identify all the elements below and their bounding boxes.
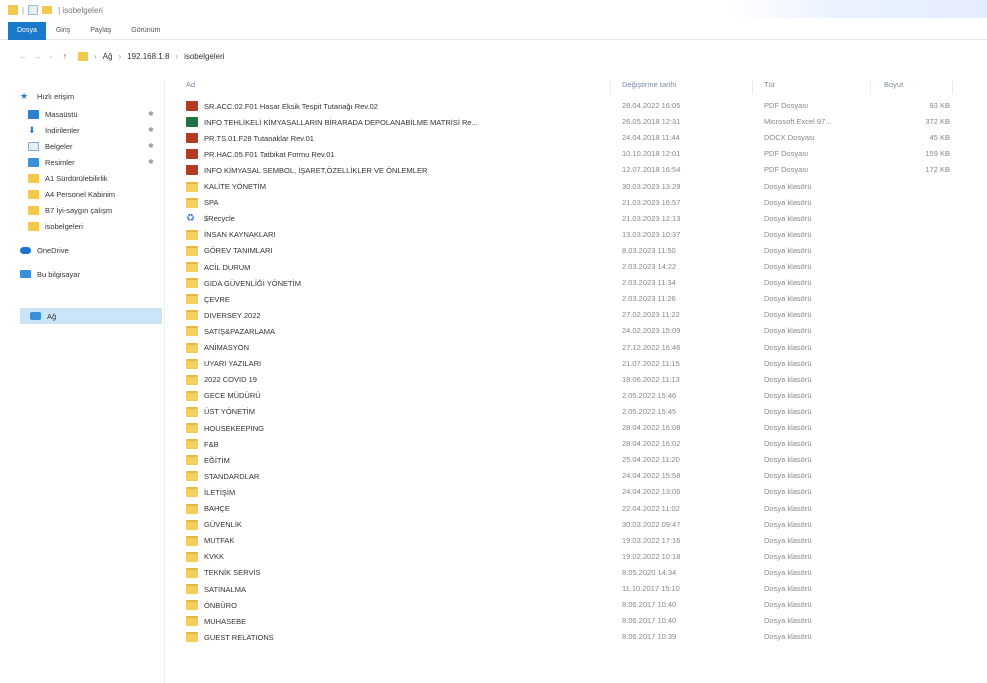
file-date: 24.02.2023 15:09 (622, 326, 681, 336)
file-name: SATIŞ&PAZARLAMA (204, 326, 275, 336)
file-date: 28.04.2022 16:08 (622, 423, 681, 432)
folder-icon (78, 52, 88, 61)
file-type: Dosya klasörü (764, 390, 812, 400)
file-date: 18.06.2022 11:13 (622, 374, 680, 384)
table-row[interactable] (182, 388, 952, 404)
folder-icon (186, 230, 198, 240)
file-type: Dosya klasörü (764, 600, 812, 610)
file-name: GUEST RELATIONS (204, 632, 274, 642)
sidebar-item-downloads[interactable] (28, 122, 154, 138)
file-name: SATINALMA (204, 584, 246, 594)
pdf-file-icon (186, 101, 198, 111)
table-row[interactable] (182, 259, 952, 275)
window-title: | isobelgeleri (58, 5, 103, 15)
tab-share[interactable]: Paylaş (90, 26, 112, 34)
table-row[interactable] (182, 195, 952, 211)
file-name: F&B (204, 439, 219, 449)
file-type: Dosya klasörü (764, 439, 812, 449)
folder-icon (186, 552, 198, 562)
file-date: 2.03.2023 14:22 (622, 262, 677, 271)
table-row[interactable] (182, 420, 952, 436)
computer-icon (20, 270, 31, 278)
folder-icon (186, 407, 198, 417)
file-type: Dosya klasörü (764, 358, 812, 368)
table-row[interactable] (182, 613, 952, 629)
file-type: Dosya klasörü (764, 229, 812, 239)
file-type: Dosya klasörü (764, 551, 812, 561)
file-name: KVKK (204, 552, 225, 562)
file-name-cell (186, 340, 606, 356)
table-row[interactable] (182, 468, 952, 484)
file-name-cell (186, 211, 606, 227)
file-name: ÜST YÖNETİM (204, 407, 255, 417)
file-name: TEKNİK SERVİS (204, 568, 261, 578)
download-icon: ⬇ (28, 124, 36, 135)
folder-icon (186, 182, 198, 192)
table-row[interactable] (182, 581, 952, 597)
file-name: ÇEVRE (204, 294, 230, 304)
file-name: BAHÇE (204, 504, 230, 513)
pdf-file-icon (186, 165, 198, 175)
table-row[interactable] (182, 275, 952, 291)
desktop-icon (28, 110, 39, 119)
folder-icon (186, 391, 198, 401)
file-type: Dosya klasörü (764, 423, 812, 432)
file-name-cell (186, 436, 606, 452)
chevron-right-icon[interactable]: › (94, 51, 97, 61)
breadcrumb-network[interactable]: Ağ (102, 51, 113, 61)
file-type: Dosya klasörü (764, 535, 812, 545)
file-name-cell (186, 130, 606, 146)
file-date: 27.02.2023 11:22 (622, 310, 680, 320)
file-name-cell (186, 372, 606, 388)
file-name: MUHASEBE (204, 616, 247, 626)
column-header-date[interactable]: Değiştirme tarihi (622, 80, 677, 89)
file-size: 172 KB (925, 165, 950, 175)
breadcrumb[interactable] (78, 52, 225, 61)
pin-icon[interactable]: ✱ (148, 159, 154, 166)
table-row[interactable] (182, 146, 952, 162)
title-separator: | (22, 5, 25, 15)
file-date: 21.07.2022 11:15 (622, 358, 680, 368)
sidebar-item-label: İndirilenler (45, 125, 80, 135)
folder-icon (186, 359, 198, 369)
file-name: ÖNBÜRO (204, 600, 237, 610)
file-name: KALİTE YÖNETİM (204, 182, 266, 191)
file-date: 13.03.2023 10:37 (622, 229, 681, 239)
new-folder-icon[interactable] (42, 6, 52, 14)
table-row[interactable] (182, 130, 952, 146)
table-row[interactable] (182, 484, 952, 500)
file-name-cell (186, 404, 606, 420)
file-name-cell (186, 517, 606, 533)
table-row[interactable] (182, 307, 952, 323)
file-date: 12.07.2018 16:54 (622, 165, 681, 175)
file-type: PDF Dosyası (764, 101, 809, 110)
file-name: EĞİTİM (204, 455, 230, 465)
pdf-file-icon (186, 149, 198, 159)
sidebar-item-label: Bu bilgisayar (37, 269, 80, 279)
folder-icon (186, 616, 198, 626)
file-name: GÜVENLİK (204, 520, 242, 530)
table-row[interactable] (182, 533, 952, 549)
up-button[interactable]: ↑ (62, 51, 68, 61)
file-name-cell (186, 227, 606, 243)
table-row[interactable] (182, 629, 952, 645)
folder-icon (28, 206, 39, 215)
file-name: INFO TEHLİKELİ KİMYASALLARIN BİRARADA DEPOLANABİLME MATRİSİ Re... (204, 117, 478, 127)
pictures-icon (28, 158, 39, 167)
file-type: Dosya klasörü (764, 245, 812, 255)
file-name-cell (186, 98, 606, 114)
sidebar-item-label: Resimler (45, 157, 75, 167)
folder-app-icon (8, 5, 18, 15)
file-type: Dosya klasörü (764, 262, 812, 271)
file-type: Dosya klasörü (764, 278, 812, 288)
file-type: Dosya klasörü (764, 455, 812, 465)
file-date: 2.05.2022 15:45 (622, 406, 677, 416)
table-row[interactable] (182, 501, 952, 517)
file-type: Dosya klasörü (764, 197, 812, 207)
file-date: 24.04.2022 15:58 (622, 471, 681, 481)
excel-file-icon (186, 117, 198, 127)
table-row[interactable] (182, 340, 952, 356)
folder-icon (186, 375, 198, 385)
folder-icon (186, 439, 198, 449)
table-row[interactable] (182, 565, 952, 581)
folder-icon (186, 504, 198, 514)
file-name: STANDARDLAR (204, 471, 260, 481)
file-name-cell (186, 307, 606, 323)
file-name: PR.HAC.05.F01 Tatbikat Formu Rev.01 (204, 149, 335, 159)
file-name-cell (186, 388, 606, 404)
table-row[interactable] (182, 323, 952, 339)
file-date: 10.10.2018 12:01 (622, 149, 681, 159)
sidebar-item-label: A4 Personel Kabinim (45, 189, 116, 199)
column-divider[interactable] (752, 80, 753, 94)
table-row[interactable] (182, 243, 952, 259)
file-name: PR.TS.01.F28 Tutanaklar Rev.01 (204, 133, 314, 143)
file-date: 21.03.2023 16:57 (622, 197, 681, 207)
file-date: 8.06.2017 10:40 (622, 616, 677, 626)
file-name: GECE MÜDÜRÜ (204, 391, 261, 401)
folder-icon (186, 584, 198, 594)
file-type: Dosya klasörü (764, 326, 812, 336)
table-row[interactable] (182, 372, 952, 388)
file-name: HOUSEKEEPING (204, 423, 265, 433)
file-date: 26.05.2018 12:31 (622, 117, 681, 127)
file-name-cell (186, 243, 606, 259)
cloud-icon (20, 247, 31, 254)
folder-icon (186, 262, 198, 272)
sidebar-item-b7[interactable] (28, 202, 112, 218)
sidebar-item-pictures[interactable] (28, 154, 154, 170)
file-date: 19.03.2022 17:16 (622, 535, 681, 545)
file-date: 19.02.2022 10:18 (622, 551, 681, 561)
file-type: Dosya klasörü (764, 584, 812, 593)
chevron-right-icon[interactable]: › (118, 51, 122, 61)
file-date: 2.05.2022 15:46 (622, 390, 677, 400)
file-size: 45 KB (929, 133, 950, 143)
title-bar (0, 0, 987, 20)
file-name-cell (186, 323, 606, 339)
sidebar-item-onedrive[interactable] (20, 242, 69, 258)
recent-locations-button[interactable]: ⌄ (48, 53, 54, 60)
folder-icon (186, 632, 198, 642)
file-type: Dosya klasörü (764, 342, 812, 352)
file-type: Dosya klasörü (764, 567, 812, 577)
pin-icon[interactable]: ✱ (148, 143, 154, 150)
sidebar-item-label: isobelgeleri (45, 221, 83, 231)
file-name-cell (186, 356, 606, 372)
pin-icon[interactable]: ✱ (148, 111, 154, 118)
file-date: 8.06.2017 10:39 (622, 632, 677, 642)
table-row[interactable] (182, 549, 952, 565)
tab-view[interactable]: Görünüm (131, 26, 161, 34)
file-name-cell (186, 468, 606, 484)
file-type: PDF Dosyası (764, 165, 809, 175)
sidebar-item-quick-access[interactable] (20, 88, 74, 104)
file-date: 25.04.2022 11:20 (622, 455, 680, 465)
table-row[interactable] (182, 517, 952, 533)
file-type: Dosya klasörü (764, 181, 812, 191)
file-date: 2.03.2023 11:26 (622, 294, 676, 304)
sidebar-item-label: Belgeler (45, 141, 73, 151)
file-name: SPA (204, 198, 219, 208)
table-row[interactable] (182, 452, 952, 468)
file-size: 159 KB (925, 149, 950, 159)
file-date: 30.03.2022 09:47 (622, 519, 681, 529)
file-type: Dosya klasörü (764, 294, 812, 304)
file-name-cell (186, 291, 606, 307)
sidebar-item-documents[interactable] (28, 138, 154, 154)
file-name-cell (186, 179, 606, 195)
file-date: 24.04.2022 13:06 (622, 487, 681, 497)
file-date: 8.03.2023 11:50 (622, 245, 676, 255)
file-type: Dosya klasörü (764, 310, 812, 320)
folder-icon (186, 294, 198, 304)
file-name: ACİL DURUM (204, 262, 251, 272)
folder-icon (186, 278, 198, 288)
file-type: Dosya klasörü (764, 503, 812, 513)
sidebar-item-network[interactable] (20, 308, 162, 324)
file-date: 8.05.2020 14:34 (622, 567, 677, 577)
breadcrumb-folder[interactable]: isobelgeleri (184, 51, 225, 61)
file-name: GIDA GÜVENLİĞİ YÖNETİM (204, 278, 301, 288)
sidebar-item-label: Hızlı erişim (37, 91, 75, 101)
file-date: 24.04.2018 11:44 (622, 133, 680, 143)
address-bar (0, 44, 987, 68)
column-divider[interactable] (952, 80, 953, 94)
file-name-cell (186, 597, 606, 613)
file-date: 27.12.2022 16:46 (622, 342, 681, 352)
file-date: 8.06.2017 10:40 (622, 600, 677, 610)
folder-icon (186, 198, 198, 208)
column-header-type[interactable]: Tür (764, 80, 776, 89)
folder-icon (28, 174, 39, 183)
file-date: 30.03.2023 13:29 (622, 181, 681, 191)
star-icon: ★ (20, 90, 29, 101)
sidebar-item-label: Masaüstü (45, 109, 78, 119)
file-name: DIVERSEY 2022 (204, 310, 261, 320)
properties-icon[interactable] (28, 5, 38, 15)
file-type: Dosya klasörü (764, 213, 812, 223)
sidebar-item-a4[interactable] (28, 186, 115, 202)
file-name: INFO KİMYASAL SEMBOL, İŞARET,ÖZELLİKLER VE ÖNLEMLER (204, 165, 428, 175)
documents-icon (28, 142, 39, 151)
file-type: PDF Dosyası (764, 149, 809, 159)
file-name-cell (186, 146, 606, 162)
column-header-name[interactable]: Ad (186, 80, 196, 89)
folder-icon (186, 423, 198, 433)
sidebar-item-a1[interactable] (28, 170, 108, 186)
table-row[interactable] (182, 162, 952, 178)
file-date: 22.04.2022 11:02 (622, 503, 680, 513)
docx-file-icon (186, 133, 198, 143)
file-type: Dosya klasörü (764, 519, 812, 529)
file-type: DOCX Dosyası (764, 133, 815, 143)
table-row[interactable] (182, 356, 952, 372)
folder-icon (28, 190, 39, 199)
table-row[interactable] (182, 227, 952, 243)
file-name-cell (186, 114, 606, 130)
folder-icon (186, 471, 198, 481)
file-name-cell (186, 501, 606, 517)
file-type: Dosya klasörü (764, 616, 812, 626)
table-row[interactable] (182, 436, 952, 452)
column-divider[interactable] (610, 80, 611, 94)
sidebar-item-desktop[interactable] (28, 106, 154, 122)
file-name-cell (186, 581, 606, 597)
folder-icon (186, 343, 198, 353)
sidebar-item-this-pc[interactable] (20, 266, 80, 282)
table-row[interactable] (182, 211, 952, 227)
navigation-pane[interactable] (0, 80, 165, 683)
tab-file[interactable]: Dosya (8, 22, 46, 40)
file-name-cell (186, 452, 606, 468)
sidebar-item-label: OneDrive (37, 245, 69, 255)
folder-icon (186, 568, 198, 578)
table-row[interactable] (182, 404, 952, 420)
table-row[interactable] (182, 597, 952, 613)
folder-icon (186, 600, 198, 610)
file-name-cell (186, 533, 606, 549)
sidebar-item-label: Ağ (47, 311, 57, 321)
table-row[interactable] (182, 98, 952, 114)
folder-icon (186, 487, 198, 497)
file-name: MUTFAK (204, 536, 235, 546)
file-date: 28.04.2022 16:05 (622, 101, 681, 110)
folder-icon (186, 536, 198, 546)
file-name: UYARI YAZILARI (204, 359, 262, 369)
tab-home[interactable]: Giriş (55, 26, 71, 34)
file-type: Dosya klasörü (764, 632, 812, 642)
file-name-cell (186, 275, 606, 291)
back-button[interactable]: ← (18, 51, 28, 61)
file-name-cell (186, 195, 606, 211)
network-icon (30, 312, 41, 320)
file-name-cell (186, 484, 606, 500)
column-divider[interactable] (870, 80, 871, 94)
folder-icon (186, 326, 198, 336)
file-date: 28.04.2022 16:02 (622, 439, 681, 449)
file-size: 93 KB (929, 101, 950, 110)
file-name-cell (186, 259, 606, 275)
file-name: İLETİŞİM (204, 487, 236, 497)
file-type: Dosya klasörü (764, 487, 812, 497)
file-name-cell (186, 549, 606, 565)
file-name: 2022 COVID 19 (204, 375, 257, 385)
pin-icon[interactable]: ✱ (148, 127, 154, 134)
folder-icon (28, 222, 39, 231)
file-name: ANİMASYON (204, 343, 250, 352)
file-date: 21.03.2023 12:13 (622, 213, 681, 223)
table-row[interactable] (182, 114, 952, 130)
file-name-cell (186, 420, 606, 436)
table-row[interactable] (182, 179, 952, 195)
file-type: Dosya klasörü (764, 374, 812, 384)
file-name-cell (186, 613, 606, 629)
title-bar-backdrop (727, 0, 987, 18)
folder-icon (186, 520, 198, 530)
file-date: 2.03.2023 11:34 (622, 278, 676, 288)
file-type: Dosya klasörü (764, 406, 812, 416)
folder-icon (186, 246, 198, 256)
file-size: 372 KB (925, 117, 950, 127)
forward-button[interactable]: → (32, 51, 42, 61)
ribbon-tabs (0, 22, 987, 40)
folder-icon (186, 310, 198, 320)
table-row[interactable] (182, 291, 952, 307)
breadcrumb-server[interactable]: 192.168.1.8 (127, 51, 170, 61)
recycle-bin-icon: ♻ (186, 212, 195, 224)
file-name: GÖREV TANIMLARI (204, 246, 273, 256)
chevron-right-icon[interactable]: › (175, 51, 179, 61)
file-type: Dosya klasörü (764, 471, 812, 481)
file-name: $Recycle (204, 214, 235, 224)
file-name-cell (186, 629, 606, 645)
file-name: İNSAN KAYNAKLARI (204, 230, 276, 240)
file-name-cell (186, 565, 606, 581)
sidebar-item-isobelgeleri[interactable] (28, 218, 83, 234)
file-type: Microsoft Excel 97... (764, 117, 832, 127)
sidebar-item-label: A1 Sürdürülebilirlik (45, 173, 108, 183)
file-name-cell (186, 162, 606, 178)
sidebar-item-label: B7 İyi-saygın çalışm (45, 205, 113, 215)
file-name: SR.ACC.02.F01 Hasar Eksik Tespit Tutanağı Rev.02 (204, 101, 378, 111)
file-date: 11.10.2017 15:10 (622, 584, 680, 593)
folder-icon (186, 455, 198, 465)
column-header-size[interactable]: Boyut (884, 80, 904, 89)
